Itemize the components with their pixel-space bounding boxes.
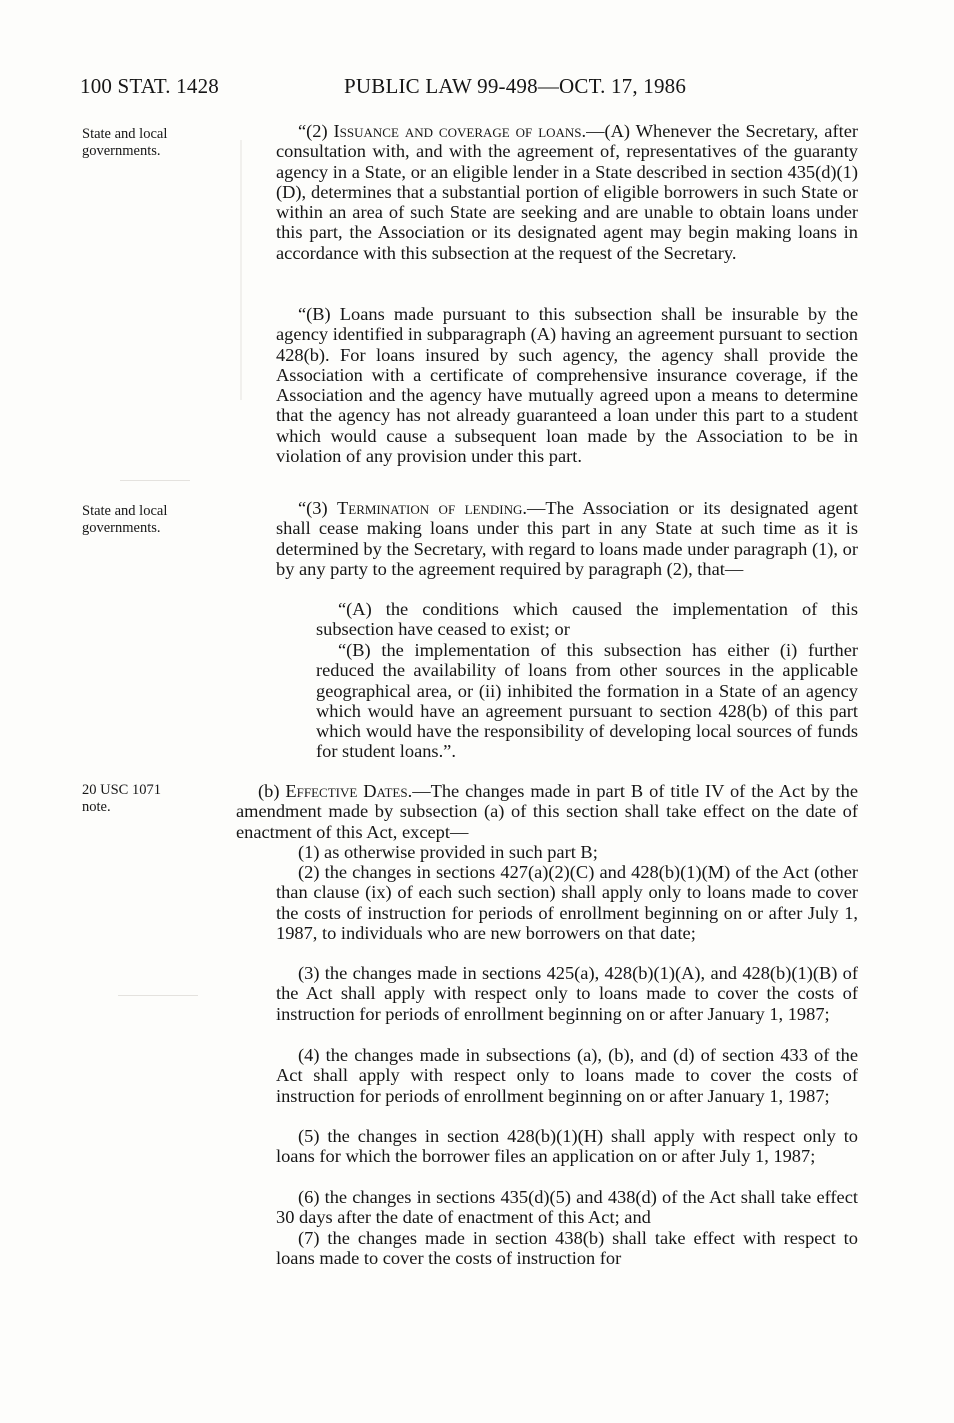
paragraph-2b-insurance: “(B) Loans made pursuant to this subsection shall be insurable by the agency identified in subparagraph (A) having an agreement pursuant to section 428(b). For loans insured by such agency, the agency shall provide the Association with a certificate of comprehensive insurance coverage, if the Association and the agency have mutually agreed upon a means to determine that the agency has not already guaranteed a loan under this part to a student which would cause a subsequent loan made by the Association to be in violation of any provision under this part. <box>276 304 858 467</box>
item-4: (4) the changes made in subsections (a), (b), and (d) of section 433 of the Act shall apply with respect only to loans made to cover the costs of instruction for periods of enrollment beginning on or after January 1, 1987; <box>276 1045 858 1106</box>
margin-note-state-local-1: State and local governments. <box>82 126 168 159</box>
item-1: (1) as otherwise provided in such part B; <box>298 842 598 862</box>
margin-note-usc: 20 USC 1071 note. <box>82 782 161 815</box>
item-7: (7) the changes made in section 438(b) shall take effect with respect to loans made to cover the costs of instruction for <box>276 1228 858 1269</box>
item-5: (5) the changes in section 428(b)(1)(H) shall apply with respect only to loans for which the borrower files an application on or after July 1, 1987; <box>276 1126 858 1167</box>
page-citation: 100 STAT. 1428 <box>80 74 219 98</box>
margin-note-state-local-2: State and local governments. <box>82 503 168 536</box>
item-6: (6) the changes in sections 435(d)(5) and 438(d) of the Act shall take effect 30 days after the date of enactment of this Act; and <box>276 1187 858 1228</box>
paragraph-text: —The Association or its designated agent shall cease making loans under this part in any State at such time as it is determined by the Secretary, with regard to loans made under paragraph (1), or by any party to the agreement required by paragraph (2), that— <box>276 498 858 579</box>
page-title: PUBLIC LAW 99-498—OCT. 17, 1986 <box>344 74 687 98</box>
paragraph-2-issuance <box>276 121 858 263</box>
paragraph-number: “(2) <box>298 121 334 141</box>
paragraph-text: —The changes made in part B of title IV of the Act by the amendment made by subsection (a) of this section shall take effect on the date of enactment of this Act, except— <box>236 781 858 842</box>
bleed-through-mark <box>118 975 198 996</box>
paragraph-text: —(A) Whenever the Secretary, after consultation with, and with the agreement of, representatives of the guaranty agency in a State, or an eligible lender in a State described in section 435(d)(1)(D), determines that a substantial portion of eligible borrowers in such State or within an area of such State are seeking and are unable to obtain loans under this part, the Association or its designated agent may begin making loans in accordance with this subsection at the request of the Secretary. <box>276 121 858 263</box>
subparagraph-3b: “(B) the implementation of this subsection has either (i) further reduced the availability of loans from other sources in the applicable geographical area, or (ii) inhibited the formation in a State of an agency which would have an agreement pursuant to section 428(b) of this part which would have the responsibility of developing local sources of funds for student loans.”. <box>316 640 858 762</box>
item-2: (2) the changes in sections 427(a)(2)(C) and 428(b)(1)(M) of the Act (other than clause (ix) of each such section) shall apply only to loans made to cover the costs of instruction for periods of enrollment beginning on or after July 1, 1987, to individuals who are new borrowers on that date; <box>276 862 858 943</box>
subparagraph-3a: “(A) the conditions which caused the implementation of this subsection have ceased to exist; or <box>316 599 858 640</box>
item-3: (3) the changes made in sections 425(a), 428(b)(1)(A), and 428(b)(1)(B) of the Act shall apply with respect only to loans made to cover the costs of instruction for periods of enrollment beginning on or after January 1, 1987; <box>276 963 858 1024</box>
paragraph-number: (b) <box>258 781 286 801</box>
bleed-through-mark <box>120 460 190 481</box>
paragraph-number: “(3) <box>298 498 338 518</box>
paragraph-b-effective-dates <box>236 781 858 842</box>
paragraph-heading: Termination of lending. <box>337 498 527 518</box>
paragraph-heading: Effective Dates. <box>285 781 413 801</box>
paragraph-heading: Issuance and coverage of loans. <box>333 121 587 141</box>
paragraph-3-termination <box>276 498 858 579</box>
